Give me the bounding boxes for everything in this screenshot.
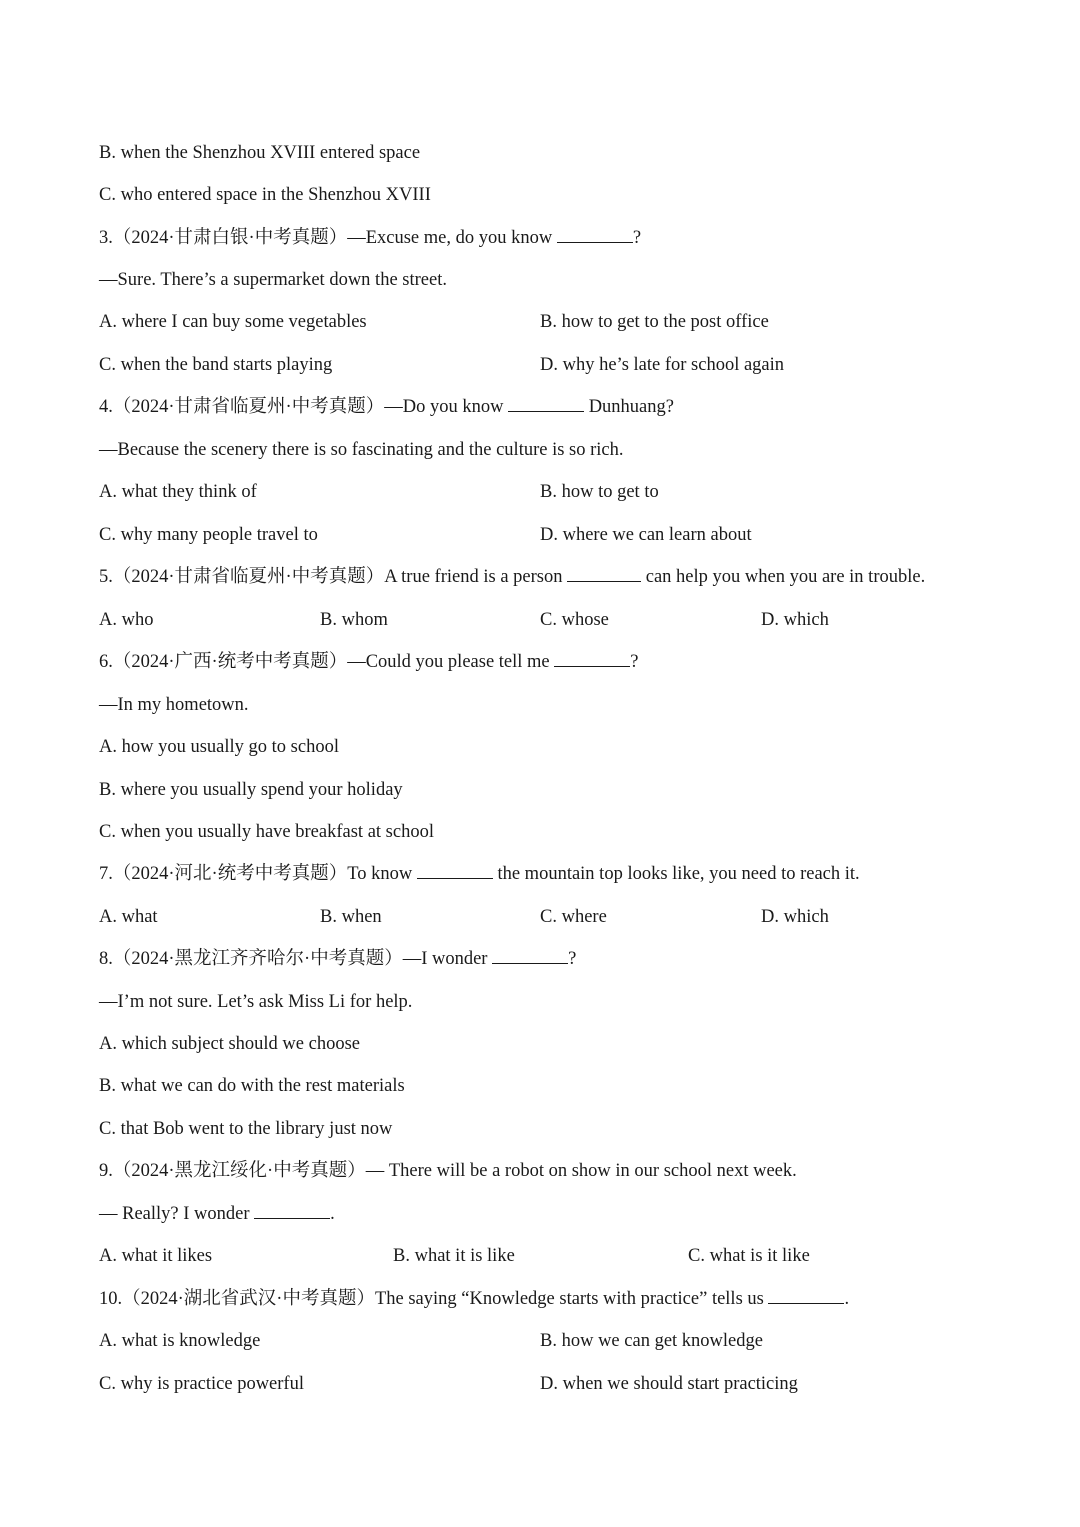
answer-blank[interactable] [567,564,641,582]
stem-text: ? [568,949,577,969]
q7-option-a: A. what [99,907,158,927]
q4-option-d: D. where we can learn about [540,525,752,545]
question-source: （2024·甘肃省临夏州·中考真题） [112,397,385,417]
q6-option-c: C. when you usually have breakfast at school [99,822,434,842]
q8-option-c: C. that Bob went to the library just now [99,1119,393,1139]
q7-option-b: B. when [320,907,382,927]
question-source: （2024·黑龙江齐齐哈尔·中考真题） [112,949,403,969]
q9-option-b: B. what it is like [393,1246,515,1266]
stem-text: — There will be a robot on show in our school next week. [365,1161,797,1181]
q5-option-b: B. whom [320,610,388,630]
q10-option-c: C. why is practice powerful [99,1374,304,1394]
q9-stem [99,1156,797,1186]
stem-text: the mountain top looks like, you need to reach it. [492,864,860,884]
q2-option-b: B. when the Shenzhou XVIII entered space [99,143,421,163]
reply-text: . [330,1204,335,1224]
q8-stem [99,944,576,974]
q9-reply [99,1199,335,1229]
stem-text: To know [347,864,417,884]
q7-option-c: C. where [540,907,607,927]
question-number: 10. [99,1289,123,1309]
q3-option-b: B. how to get to the post office [540,312,769,332]
question-number: 5. [99,567,113,587]
q6-reply: —In my hometown. [99,695,249,715]
answer-blank[interactable] [254,1201,330,1219]
q5-option-d: D. which [761,610,829,630]
q10-stem [99,1284,849,1314]
question-source: （2024·湖北省武汉·中考真题） [122,1289,375,1309]
question-number: 3. [99,228,113,248]
question-source: （2024·甘肃省临夏州·中考真题） [112,567,385,587]
question-source: （2024·河北·统考中考真题） [112,864,348,884]
q9-option-a: A. what it likes [99,1246,213,1266]
stem-text: can help you when you are in trouble. [641,567,926,587]
stem-text: ? [630,652,639,672]
q4-option-a: A. what they think of [99,482,257,502]
question-number: 8. [99,949,113,969]
question-source: （2024·甘肃白银·中考真题） [112,228,348,248]
reply-text: — Really? I wonder [99,1204,255,1224]
q4-stem [99,392,674,422]
q10-option-d: D. when we should start practicing [540,1374,798,1394]
q6-option-b: B. where you usually spend your holiday [99,780,403,800]
q9-option-c: C. what is it like [688,1246,810,1266]
q10-option-a: A. what is knowledge [99,1331,261,1351]
answer-blank[interactable] [508,394,584,412]
q8-option-a: A. which subject should we choose [99,1034,361,1054]
q7-option-d: D. which [761,907,829,927]
q3-option-d: D. why he’s late for school again [540,355,785,375]
q6-stem [99,647,638,677]
answer-blank[interactable] [557,225,633,243]
question-source: （2024·黑龙江绥化·中考真题） [112,1161,366,1181]
q6-option-a: A. how you usually go to school [99,737,339,757]
q5-option-c: C. whose [540,610,609,630]
stem-text: —I wonder [402,949,493,969]
question-number: 7. [99,864,113,884]
stem-text: —Do you know [384,397,509,417]
stem-text: The saying “Knowledge starts with practice” tells us [374,1289,769,1309]
q2-option-c: C. who entered space in the Shenzhou XVIII [99,185,431,205]
q3-reply: —Sure. There’s a supermarket down the street. [99,270,447,290]
q8-option-b: B. what we can do with the rest materials [99,1076,405,1096]
q8-reply: —I’m not sure. Let’s ask Miss Li for help. [99,992,413,1012]
stem-text: —Excuse me, do you know [347,228,557,248]
q4-reply: —Because the scenery there is so fascinating and the culture is so rich. [99,440,624,460]
q5-option-a: A. who [99,610,154,630]
question-number: 4. [99,397,113,417]
stem-text: —Could you please tell me [347,652,555,672]
answer-blank[interactable] [417,861,493,879]
question-source: （2024·广西·统考中考真题） [112,652,348,672]
stem-text: Dunhuang? [584,397,674,417]
stem-text: ? [632,228,642,248]
q4-option-b: B. how to get to [540,482,659,502]
stem-text: A true friend is a person [384,567,568,587]
question-number: 6. [99,652,113,672]
q5-stem [99,562,925,592]
q10-option-b: B. how we can get knowledge [540,1331,763,1351]
answer-blank[interactable] [492,946,568,964]
q4-option-c: C. why many people travel to [99,525,318,545]
question-number: 9. [99,1161,113,1181]
q3-option-a: A. where I can buy some vegetables [99,312,367,332]
q7-stem [99,859,860,889]
q3-stem [99,223,641,253]
q3-option-c: C. when the band starts playing [99,355,333,375]
stem-text: . [844,1289,850,1309]
answer-blank[interactable] [768,1286,844,1304]
answer-blank[interactable] [554,649,630,667]
